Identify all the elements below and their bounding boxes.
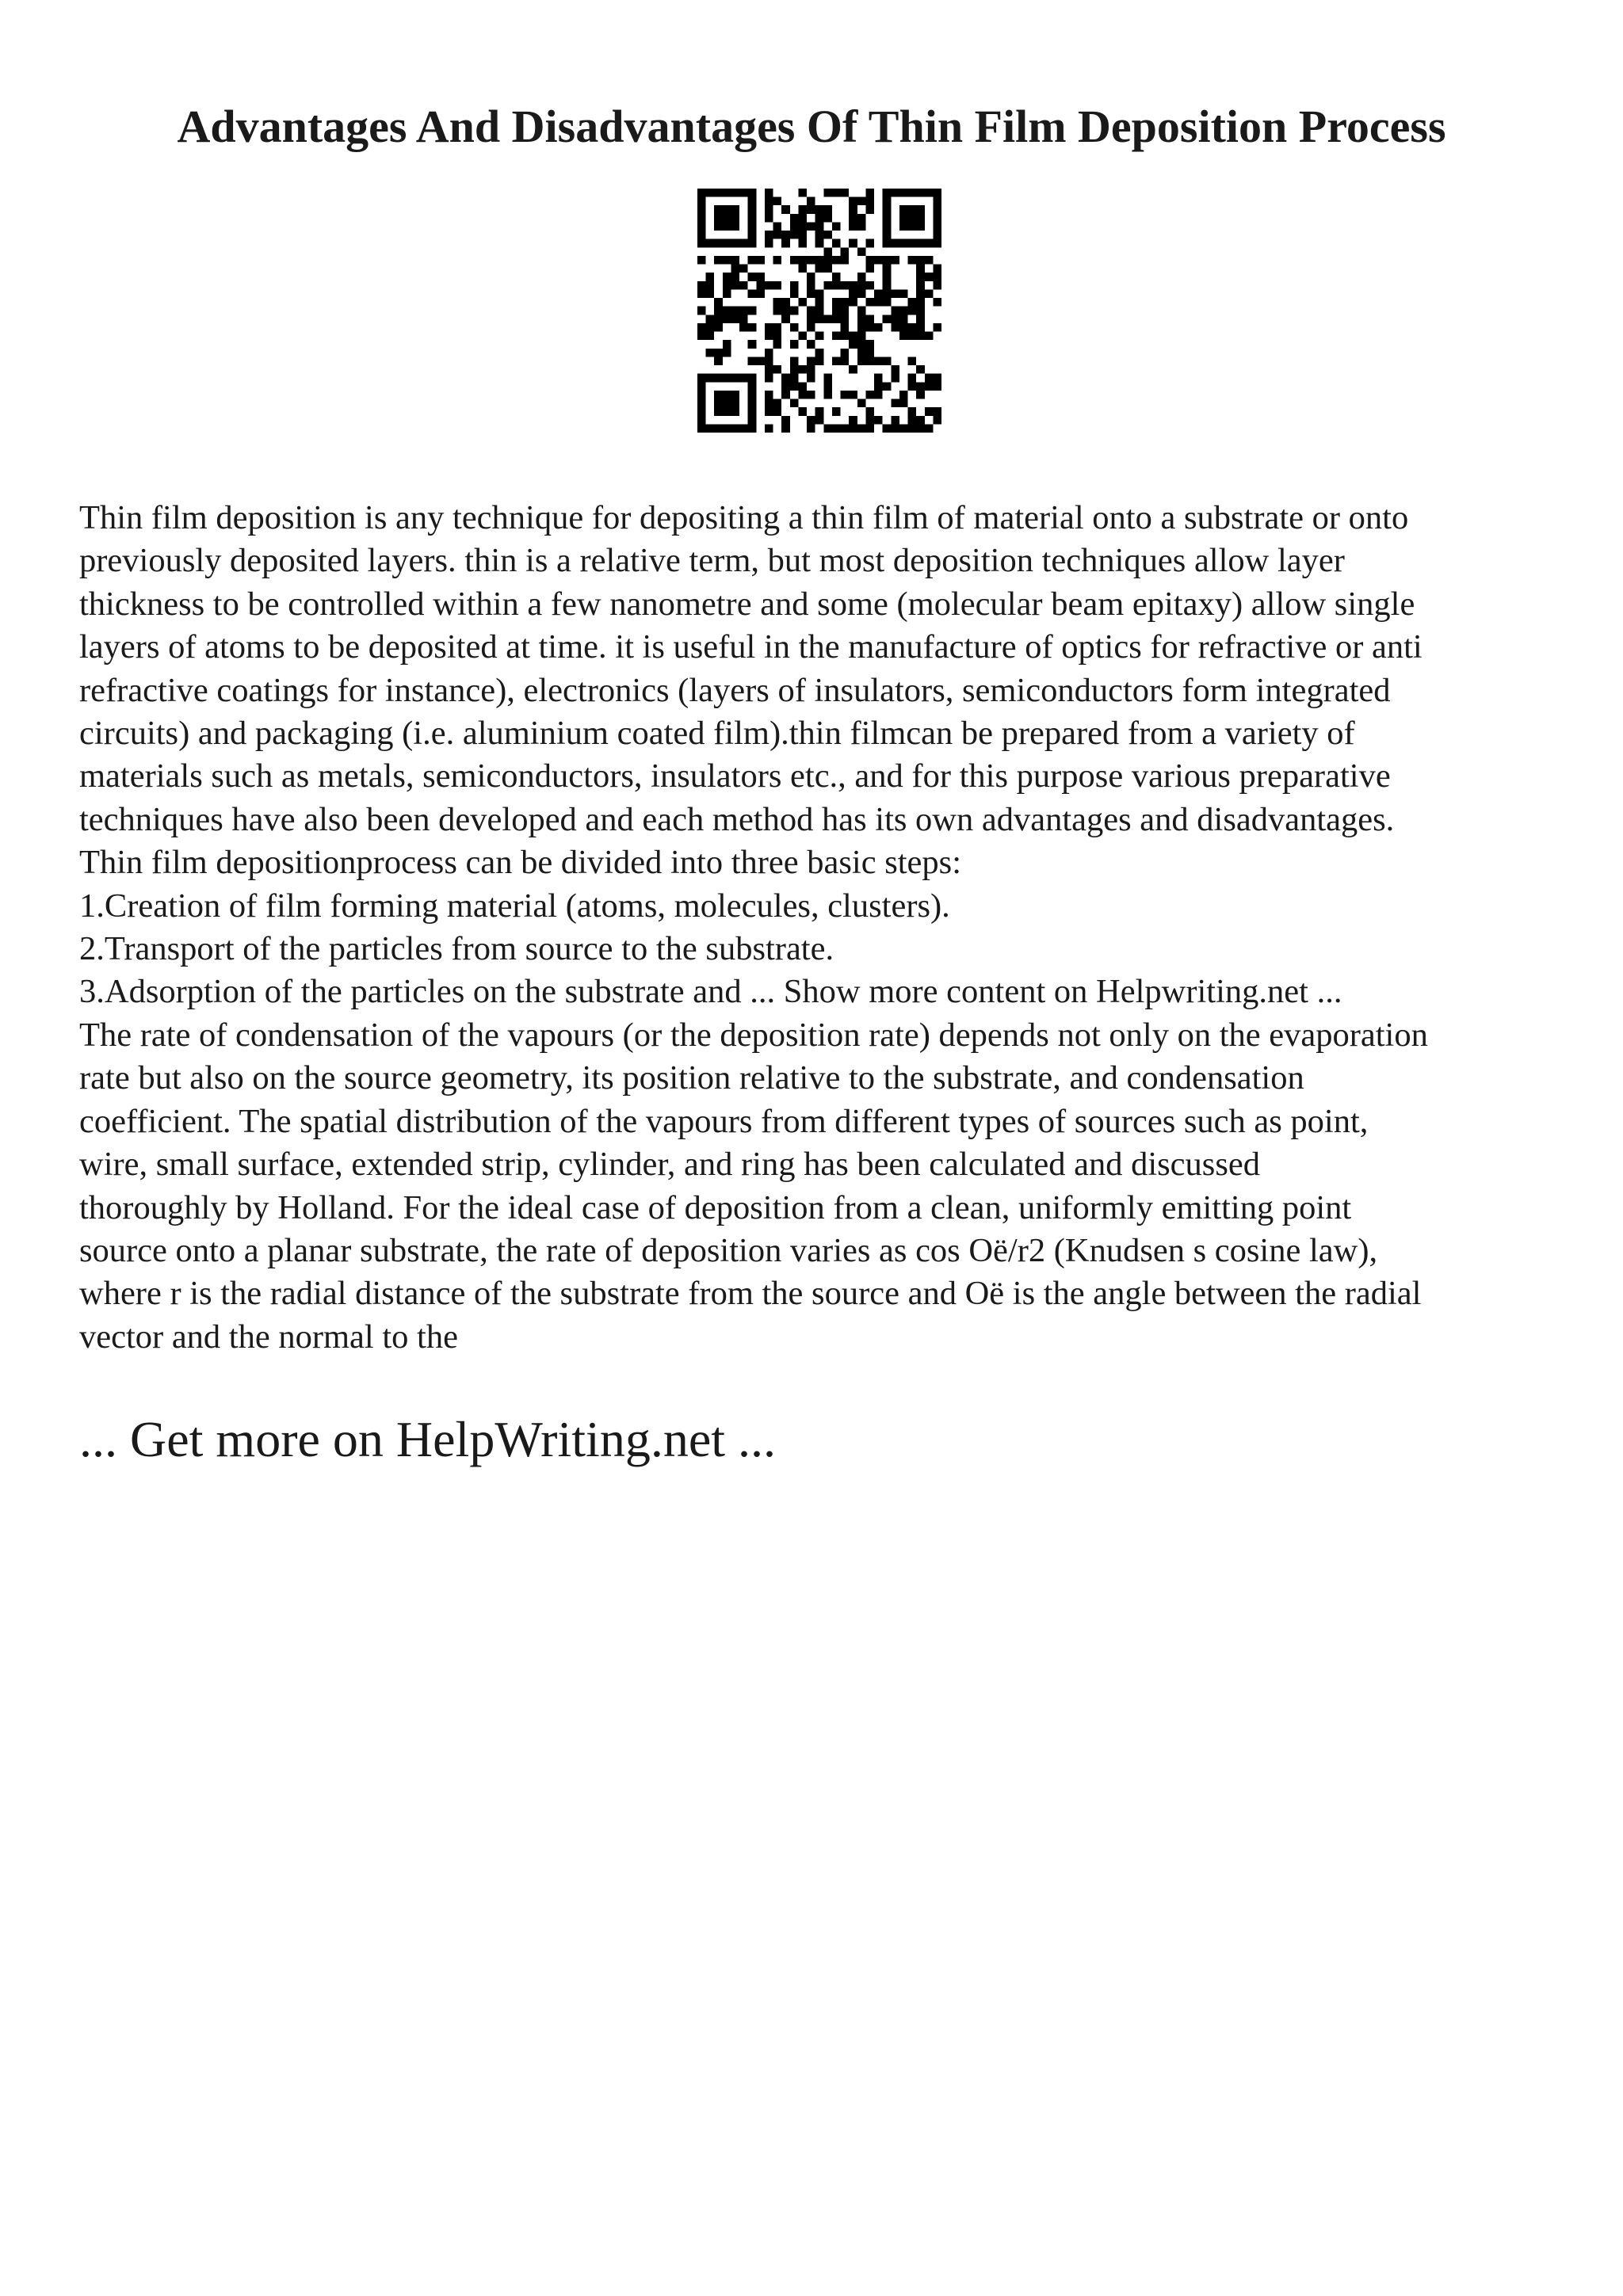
body-line: vector and the normal to the xyxy=(79,1318,458,1356)
body-line: layers of atoms to be deposited at time. it is useful in the manufacture of optics for refractive or anti xyxy=(79,628,1423,666)
body-line: The rate of condensation of the vapours (or the deposition rate) depends not only on the evaporation xyxy=(79,1016,1428,1054)
body-line: materials such as metals, semiconductors, insulators etc., and for this purpose various preparative xyxy=(79,757,1391,795)
body-line: Thin film depositionprocess can be divided into three basic steps: xyxy=(79,844,962,882)
get-more-link[interactable]: ... Get more on HelpWriting.net ... xyxy=(79,1411,776,1467)
body-line: 3.Adsorption of the particles on the substrate and ... Show more content on Helpwriting.net ... xyxy=(79,973,1342,1011)
page-title: Advantages And Disadvantages Of Thin Film Deposition Process xyxy=(177,101,1446,152)
body-line: circuits) and packaging (i.e. aluminium coated film).thin filmcan be prepared from a variety of xyxy=(79,715,1355,753)
body-line: wire, small surface, extended strip, cylinder, and ring has been calculated and discussed xyxy=(79,1146,1260,1184)
body-line: thickness to be controlled within a few nanometre and some (molecular beam epitaxy) allow single xyxy=(79,585,1415,623)
body-line: source onto a planar substrate, the rate of deposition varies as cos Oë/r2 (Knudsen s cosine law), xyxy=(79,1231,1378,1269)
qr-code-icon xyxy=(697,189,941,433)
body-line: coefficient. The spatial distribution of the vapours from different types of sources such as point, xyxy=(79,1102,1369,1140)
body-line: where r is the radial distance of the substrate from the source and Oë is the angle between the radial xyxy=(79,1275,1422,1313)
body-line: previously deposited layers. thin is a relative term, but most deposition techniques allow layer xyxy=(79,542,1345,580)
body-line: techniques have also been developed and each method has its own advantages and disadvantages. xyxy=(79,800,1395,838)
body-line: thoroughly by Holland. For the ideal case of deposition from a clean, uniformly emitting point xyxy=(79,1188,1352,1226)
body-line: 1.Creation of film forming material (atoms, molecules, clusters). xyxy=(79,887,950,925)
article-body xyxy=(79,497,1569,1359)
body-line: Thin film deposition is any technique for depositing a thin film of material onto a substrate or onto xyxy=(79,499,1409,536)
body-line: refractive coatings for instance), electronics (layers of insulators, semiconductors form integrated xyxy=(79,671,1391,709)
body-line: 2.Transport of the particles from source to the substrate. xyxy=(79,930,834,968)
body-line: rate but also on the source geometry, its position relative to the substrate, and condensation xyxy=(79,1059,1304,1097)
